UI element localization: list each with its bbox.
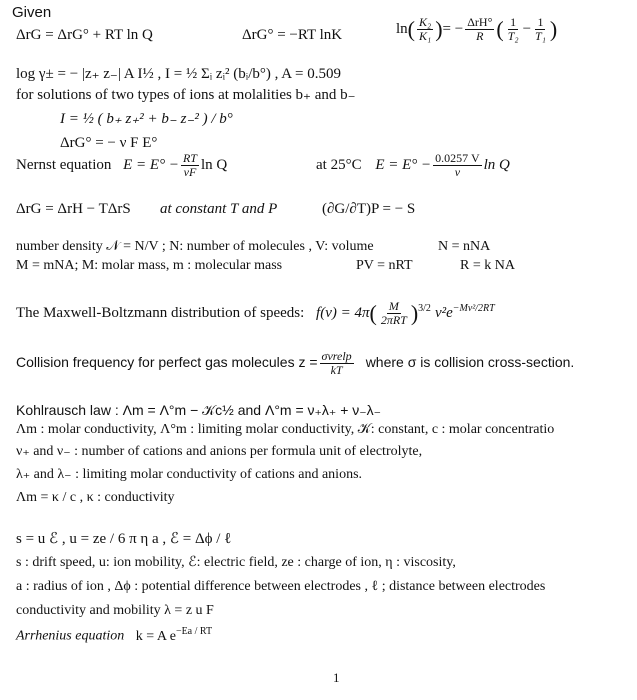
gibbs-equation: ΔrG = ΔrG° + RT ln Q — [16, 27, 153, 43]
kohlrausch-def-2: ν₊ and ν₋ : number of cations and anions per formula unit of electrolyte, — [16, 444, 423, 459]
collision-note: where σ is collision cross-section. — [365, 354, 575, 371]
kohlrausch-def-4: Λm = κ / c , κ : conductivity — [16, 490, 175, 505]
t2-text: T₂ — [507, 29, 519, 43]
dh-text: ΔrH° — [467, 15, 493, 29]
maxwell-tail: v²e — [434, 305, 453, 321]
r-text: R — [476, 29, 484, 43]
m-text: M — [388, 299, 399, 314]
collision-num: σvrelp — [321, 349, 352, 363]
lnq-text: ln Q — [200, 156, 228, 173]
ionic-strength-equation: I = ½ ( b₊ z₊² + b₋ z₋² ) / b° — [60, 111, 233, 127]
dgdt-equation: (∂G/∂T)P = − S — [322, 201, 416, 217]
molar-mass-line: M = mNA; M: molar mass, m : molecular mass — [16, 258, 283, 273]
nernst-lhs2: E = E° − — [375, 156, 432, 173]
maxwell-boltzmann-line: The Maxwell-Boltzmann distribution of speeds: f(v) = 4π( $\frac{M}{\text{2πRT}}$ )$^{3/2}$ $v^2e^{-Mv^2/2RT}$ — [16, 299, 495, 328]
lnq2-text: ln Q — [483, 156, 510, 173]
one-text: 1 — [510, 15, 517, 29]
gibbs-enthalpy-equation: ΔrG = ΔrH − TΔrS — [16, 201, 131, 217]
at-25c-text: at 25°C — [316, 156, 362, 173]
drift-def-2: a : radius of ion , Δϕ : potential difference between electrodes , ℓ ; distance between electrodes — [16, 579, 546, 594]
debye-huckel-equation: log γ± = − |z₊ z₋| A I½ , I = ½ Σᵢ zᵢ² (bᵢ/b°) , A = 0.509 — [16, 66, 342, 82]
arrhenius-label: Arrhenius equation — [16, 628, 125, 644]
arrhenius-equation — [16, 623, 212, 646]
collision-den: kT — [330, 363, 343, 377]
collision-frequency-line — [16, 350, 574, 377]
t1-text: T₁ — [535, 29, 546, 43]
collision-label: Collision frequency for perfect gas molecules z = — [16, 354, 318, 371]
rt-text: RT — [182, 151, 197, 165]
eq-text: = − — [442, 20, 464, 37]
drift-speed-equation: s = u ℰ , u = ze / 6 π η a , ℰ = Δϕ / ℓ — [16, 531, 232, 547]
den2-text: ν — [454, 165, 461, 179]
one-text-2: 1 — [537, 15, 544, 29]
gibbs-cell-equation: ΔrG° = − ν F E° — [60, 135, 158, 151]
r-equation: R = k NA — [460, 258, 515, 273]
kohlrausch-def-1: Λm : molar conductivity, Λ°m : limiting molar conductivity, 𝒦: constant, c : molar concentratio — [16, 422, 555, 437]
number-density-line: number density 𝒩 = N/V ; N: number of molecules , V: volume — [16, 239, 374, 254]
k1-text: K₁ — [419, 29, 432, 43]
k2-text: K₂ — [419, 15, 432, 29]
num2-text: 0.0257 V — [435, 151, 480, 165]
minus-text: − — [522, 20, 532, 37]
maxwell-exponent: 3/2 — [418, 303, 431, 314]
arrhenius-exponent: −Ea / RT — [175, 626, 213, 637]
nernst-label: Nernst equation — [16, 156, 112, 173]
nernst-lhs: E = E° − — [123, 156, 179, 173]
conductivity-mobility: conductivity and mobility λ = z u F — [16, 603, 214, 618]
maxwell-tail-exponent: −Mv²/2RT — [452, 303, 495, 314]
pv-equation: PV = nRT — [356, 258, 413, 273]
gibbs-standard-equation: ΔrG° = −RT lnK — [242, 27, 343, 43]
maxwell-lhs: f(v) = 4π — [316, 305, 370, 321]
debye-huckel-note: for solutions of two types of ions at molalities b₊ and b₋ — [16, 87, 356, 103]
kohlrausch-law: Kohlrausch law : Λm = Λ°m − 𝒦c½ and Λ°m = ν₊λ₊ + ν₋λ₋ — [16, 402, 382, 418]
n-equation: N = nNA — [438, 239, 491, 254]
kohlrausch-def-3: λ₊ and λ₋ : limiting molar conductivity of cations and anions. — [16, 467, 363, 482]
constant-tp-note: at constant T and P — [160, 201, 278, 217]
drift-def-1: s : drift speed, u: ion mobility, ℰ: electric field, ze : charge of ion, η : viscosity, — [16, 555, 456, 570]
heading: Given — [12, 4, 52, 21]
vf-text: νF — [183, 165, 197, 179]
maxwell-label: The Maxwell-Boltzmann distribution of speeds: — [16, 305, 305, 321]
arrhenius-eq: k = A e — [135, 628, 176, 644]
page-number: 1 — [333, 670, 340, 685]
2pirt-text: 2πRT — [380, 313, 407, 328]
nernst-25c-equation — [316, 152, 510, 179]
nernst-equation — [16, 152, 227, 179]
ln-text: ln — [396, 20, 408, 37]
vant-hoff-equation: ln( $\frac{\text{K₂}}{\text{K₁}}$ )= − $\frac{\text{ΔrH°}}{R}$ ( $\frac{1}{\text{T₂}}$ − $\frac{1}{\text{T₁}}$ ) — [396, 15, 558, 43]
